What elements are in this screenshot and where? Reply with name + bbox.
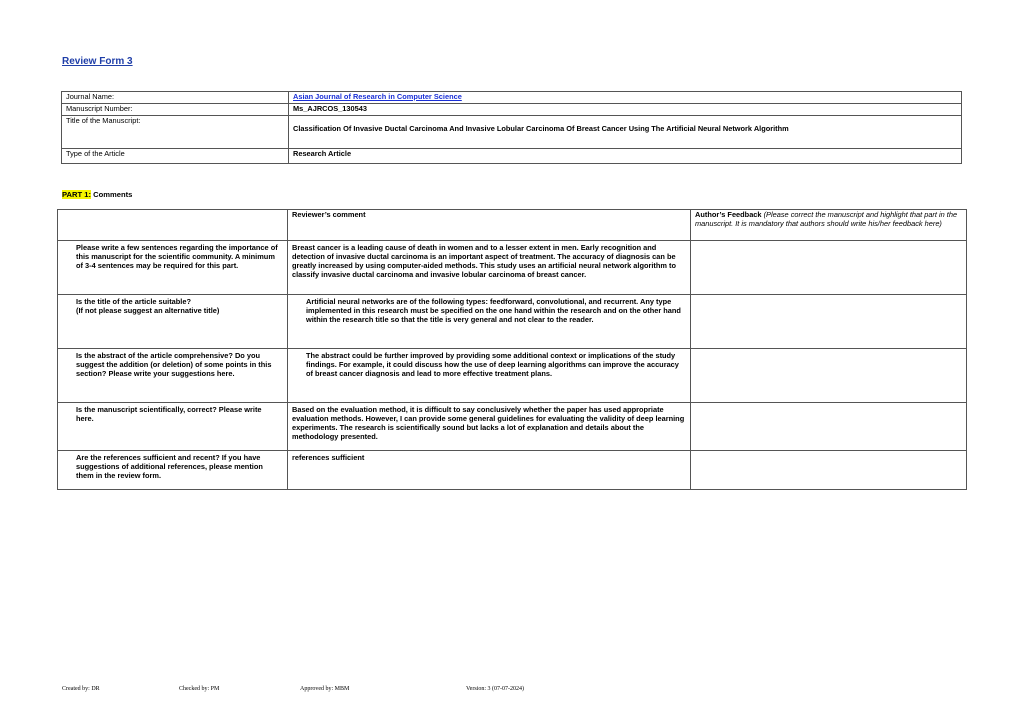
question-cell: Please write a few sentences regarding the importance of this manuscript for the scientific community. A minimum of 3-4 sentences may be required for this part. [58, 241, 288, 295]
manuscript-number-value: Ms_AJRCOS_130543 [289, 104, 962, 116]
form-title: Review Form 3 [62, 56, 133, 67]
comment-row-scientific [58, 403, 967, 451]
reviewer-comment-cell: The abstract could be further improved by providing some additional context or implications of the study findings. For example, it could discuss how the use of deep learning algorithms can improve the accuracy of breast cancer diagnosis and lead to more effective treatment plans. [288, 349, 691, 403]
reviewer-comment-cell: Breast cancer is a leading cause of death in women and to a lesser extent in men. Early recognition and detection of invasive ductal carcinoma is an important aspect of treatment. The accuracy of diagnosis can be greatly increased by using computer-aided methods. This study uses an artificial neural network algorithm to classify invasive ductal carcinoma and invasive lobular carcinoma of breast cancer. [288, 241, 691, 295]
part1-label: PART 1: [62, 190, 91, 199]
footer-checked-by: Checked by: PM [179, 686, 220, 692]
footer-version: Version: 3 (07-07-2024) [466, 686, 524, 692]
question-cell: Are the references sufficient and recent? If you have suggestions of additional references, please mention them in the review form. [58, 451, 288, 490]
footer-created-by: Created by: DR [62, 686, 100, 692]
header-empty-cell [58, 210, 288, 241]
author-feedback-cell[interactable] [691, 349, 967, 403]
journal-name-link[interactable]: Asian Journal of Research in Computer Science [293, 92, 462, 101]
author-feedback-header [691, 210, 967, 241]
manuscript-number-row [62, 104, 962, 116]
author-feedback-cell[interactable] [691, 295, 967, 349]
comment-row-references [58, 451, 967, 490]
article-type-label: Type of the Article [62, 149, 289, 164]
comment-row-title [58, 295, 967, 349]
question-cell [58, 295, 288, 349]
journal-name-row [62, 92, 962, 104]
article-type-row [62, 149, 962, 164]
part1-heading-text: Comments [90, 190, 133, 199]
journal-name-cell [289, 92, 962, 104]
comments-header-row [58, 210, 967, 241]
manuscript-title-value: Classification Of Invasive Ductal Carcinoma And Invasive Lobular Carcinoma Of Breast Cancer Using The Artificial Neural Network Algorithm [289, 116, 962, 149]
author-feedback-title: Author’s Feedback [695, 210, 762, 219]
journal-name-label: Journal Name: [62, 92, 289, 104]
author-feedback-cell[interactable] [691, 451, 967, 490]
manuscript-number-label: Manuscript Number: [62, 104, 289, 116]
manuscript-title-label: Title of the Manuscript: [62, 116, 289, 149]
reviewer-comment-header: Reviewer’s comment [288, 210, 691, 241]
question-cell: Is the abstract of the article comprehensive? Do you suggest the addition (or deletion) of some points in this section? Please write your suggestions here. [58, 349, 288, 403]
question-cell: Is the manuscript scientifically, correct? Please write here. [58, 403, 288, 451]
comment-row-importance [58, 241, 967, 295]
author-feedback-cell[interactable] [691, 403, 967, 451]
author-feedback-note: (Please correct the manuscript and highlight that part in the manuscript. It is mandatory that authors should write his/her feedback here) [695, 210, 958, 228]
comment-row-abstract [58, 349, 967, 403]
article-type-value: Research Article [289, 149, 962, 164]
author-feedback-cell[interactable] [691, 241, 967, 295]
reviewer-comment-cell: Based on the evaluation method, it is difficult to say conclusively whether the paper has used appropriate evaluation methods. However, I can provide some general guidelines for evaluating the validity of deep learning experiments. The research is scientifically sound but lacks a lot of explanation and details about the methodology presented. [288, 403, 691, 451]
footer-approved-by: Approved by: MBM [300, 686, 350, 692]
question-text: Is the title of the article suitable? (If not please suggest an alternative title) [76, 297, 220, 315]
manuscript-info-table [61, 91, 962, 164]
part1-heading [62, 190, 132, 199]
manuscript-title-row [62, 116, 962, 149]
reviewer-comment-cell: Artificial neural networks are of the following types: feedforward, convolutional, and recurrent. Any type implemented in this research must be specified on the one hand within the research and on the other hand within the research title so that the title is very general and not clear to the reader. [288, 295, 691, 349]
comments-table [57, 209, 967, 490]
reviewer-comment-cell: references sufficient [288, 451, 691, 490]
